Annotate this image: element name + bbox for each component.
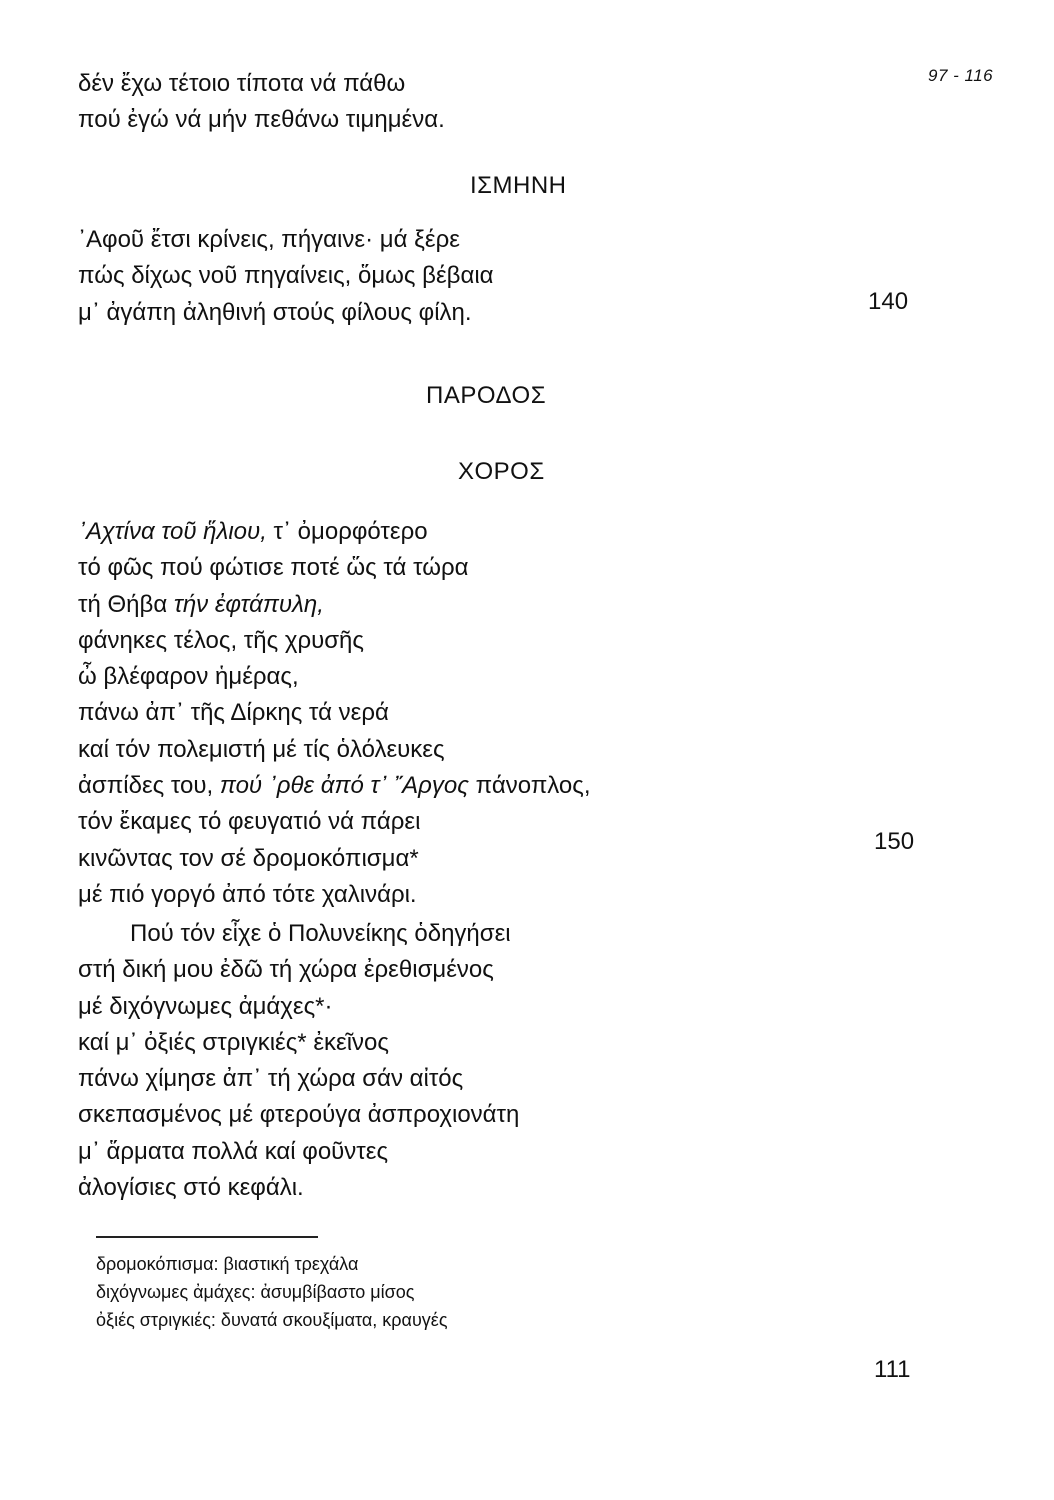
verse-line xyxy=(78,841,590,877)
verse-fragment: τόν ἔκαμες τό φευγατιό νά πάρει xyxy=(78,808,421,836)
verse-fragment: πού ᾽ρθε ἀπό τ᾽ ῎Αργος xyxy=(219,772,469,800)
chorus-stanza-1 xyxy=(78,514,590,913)
verse-line xyxy=(78,877,590,913)
verse-line: πώς δίχως νοῦ πηγαίνεις, ὅμως βέβαια xyxy=(78,262,494,290)
verse-fragment: τή Θήβα xyxy=(78,590,174,618)
verse-fragment: κινῶντας τον σέ δρομοκόπισμα* xyxy=(78,844,419,872)
verse-fragment: ὦ βλέφαρον ἡμέρας, xyxy=(78,663,299,691)
verse-line: μέ διχόγνωμες ἀμάχες*· xyxy=(78,992,333,1020)
verse-line: καί μ᾽ ὀξιές στριγκιές* ἐκεῖνος xyxy=(78,1028,389,1056)
line-number-140: 140 xyxy=(868,288,909,315)
page-number: 111 xyxy=(874,1356,911,1383)
footnote: δρομοκόπισμα: βιαστική τρεχάλα xyxy=(96,1254,359,1274)
verse-line xyxy=(78,695,590,731)
chorus-stanza-2 xyxy=(78,916,519,1206)
verse-line: σκεπασμένος μέ φτερούγα ἀσπροχιονάτη xyxy=(78,1101,520,1129)
verse-range: 97 - 116 xyxy=(928,66,994,85)
verse-line xyxy=(78,732,590,768)
verse-line xyxy=(78,804,590,840)
verse-fragment: τ᾽ ὀμορφότερο xyxy=(266,518,428,545)
verse-fragment: ᾽Αχτίνα τοῦ ἥλιου, xyxy=(78,518,267,545)
verse-fragment: φάνηκες τέλος, τῆς χρυσῆς xyxy=(78,626,364,654)
verse-fragment: πάνω ἀπ᾽ τῆς Δίρκης τά νερά xyxy=(78,699,389,727)
verse-fragment: μέ πιό γοργό ἀπό τότε χαλινάρι. xyxy=(78,880,417,908)
verse-line xyxy=(78,623,590,659)
verse-line xyxy=(78,659,590,695)
verse-fragment: τό φῶς πού φώτισε ποτέ ὥς τά τώρα xyxy=(78,554,469,582)
verse-line: πάνω χίμησε ἀπ᾽ τή χώρα σάν αἰτός xyxy=(78,1065,464,1093)
ismene-lines xyxy=(78,222,494,331)
verse-line xyxy=(78,768,590,804)
verse-line xyxy=(78,550,590,586)
speaker-ismene: ΙΣΜΗΝΗ xyxy=(470,172,567,199)
verse-line: στή δική μου ἐδῶ τή χώρα ἐρεθισμένος xyxy=(78,956,494,984)
verse-line: Πού τόν εἶχε ὁ Πολυνείκης ὁδηγήσει xyxy=(130,920,511,947)
verse-fragment: πάνοπλος, xyxy=(468,772,591,800)
speaker-chorus: ΧΟΡΟΣ xyxy=(458,458,545,485)
footnote: διχόγνωμες ἀμάχες: ἀσυμβίβαστο μίσος xyxy=(96,1282,415,1302)
verse-line: ᾽Αφοῦ ἔτσι κρίνεις, πήγαινε· μά ξέρε xyxy=(78,226,460,253)
footnote: ὀξιές στριγκιές: δυνατά σκουξίματα, κραυγές xyxy=(96,1310,448,1330)
verse-line: μ᾽ ἀγάπη ἀληθινή στούς φίλους φίλη. xyxy=(78,298,472,326)
footnote-divider xyxy=(96,1236,318,1238)
line-number-150: 150 xyxy=(874,828,915,855)
section-title: ΠΑΡΟΔΟΣ xyxy=(426,382,547,409)
footnotes xyxy=(96,1250,448,1334)
verse-fragment: τήν ἐφτάπυλη, xyxy=(173,590,324,618)
verse-line xyxy=(78,587,590,623)
verse-fragment: καί τόν πολεμιστή μέ τίς ὁλόλευκες xyxy=(78,735,445,763)
opening-lines xyxy=(78,66,445,139)
verse-line: πού ἐγώ νά μήν πεθάνω τιμημένα. xyxy=(78,106,445,134)
verse-line xyxy=(78,514,590,550)
verse-line: ἀλογίσιες στό κεφάλι. xyxy=(78,1174,304,1202)
verse-line: δέν ἔχω τέτοιο τίποτα νά πάθω xyxy=(78,70,406,97)
verse-fragment: ἀσπίδες του, xyxy=(78,772,220,800)
verse-line: μ᾽ ἅρματα πολλά καί φοῦντες xyxy=(78,1137,389,1165)
